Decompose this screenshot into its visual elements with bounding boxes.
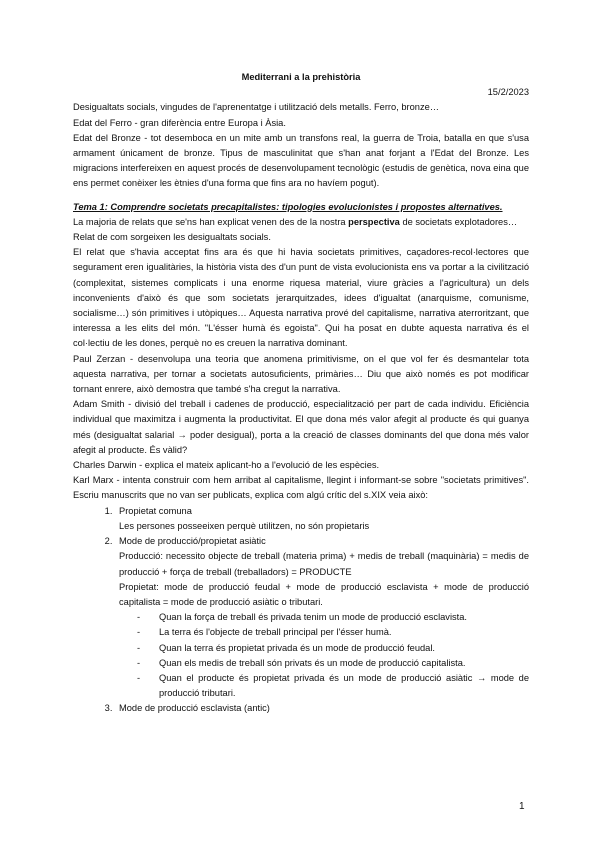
paragraph: Adam Smith - divisió del treball i cadenes de producció, especialització per part de cada individu. Eficiència individual que maximitza i augmenta la productivitat. El que dona més valor afegit al producte és qui guanya més (desigualtat salarial → poder desigual), porta a la creació de classes dominants del que dona més valor afegit al producte. És vàlid? bbox=[73, 399, 529, 455]
dash-item: - Quan la terra és propietat privada és un mode de producció feudal. bbox=[137, 641, 529, 656]
dash-list bbox=[119, 610, 529, 701]
paragraph: Relat de com sorgeixen les desigualtats socials. bbox=[73, 232, 271, 243]
numbered-list bbox=[73, 504, 529, 717]
list-item-text: Les persones posseeixen perquè utilitzen, no són propietaris bbox=[119, 520, 370, 531]
text-run: La majoria de relats que se'ns han explicat venen des de la nostra bbox=[73, 216, 349, 227]
document-date: 15/2/2023 bbox=[487, 87, 529, 98]
list-item bbox=[115, 534, 529, 701]
dash-item: - La terra és l'objecte de treball principal per l'ésser humà. bbox=[137, 625, 529, 640]
text-run: de societats explotadores… bbox=[399, 216, 518, 227]
page-content bbox=[73, 70, 529, 717]
paragraph: El relat que s'havia acceptat fins ara és que hi havia societats primitives, caçadores-recol·lectores que segurament eren igualitàries, la història vista des d'un punt de vista evolucionista ens va portar a la civilització (complexitat, sistemes complicats i una enorme riquesa material, viure gràcies a l'agricultura) un dels inconvenients d'això és que som societats jerarquitzades, idees d'igualtat (anarquisme, comunisme, socialisme…) són primitives i utòpiques… Aquesta narrativa prové del capitalisme, narrativa aterroritzant, que interessa a les elits del món. "L'ésser humà és egoista". Qui ha posat en dubte aquesta narrativa és el col·lectiu de les dones, perquè no es creuen la narrativa dominant. bbox=[73, 247, 529, 349]
page-number: 1 bbox=[519, 801, 525, 812]
list-item bbox=[115, 701, 529, 716]
bold-term: perspectiva bbox=[348, 216, 400, 227]
intro-paragraph: Edat del Ferro - gran diferència entre Europa i Àsia. bbox=[73, 117, 286, 128]
list-item bbox=[115, 504, 529, 534]
list-item-title: 2. Mode de producció/propietat asiàtic bbox=[119, 536, 266, 547]
document-title: Mediterrani a la prehistòria bbox=[241, 72, 361, 82]
paragraph: Charles Darwin - explica el mateix aplicant-ho a l'evolució de les espècies. bbox=[73, 460, 380, 471]
section-heading: Tema 1: Comprendre societats precapitalistes: tipologies evolucionistes i propostes alternatives. bbox=[73, 201, 503, 212]
list-item-title: 1. Propietat comuna bbox=[119, 505, 192, 516]
intro-paragraph: Desigualtats socials, vingudes de l'aprenentatge i utilització dels metalls. Ferro, bronze… bbox=[73, 102, 440, 113]
paragraph: Karl Marx - intenta construir com hem arribat al capitalisme, llegint i informant-se sobre "societats primitives". Escriu manuscrits que no van ser publicats, explica com algú crític del s.XIX veia això: bbox=[73, 475, 529, 501]
dash-item: - Quan el producte és propietat privada és un mode de producció asiàtic → mode de producció tributari. bbox=[137, 671, 529, 701]
list-item-text: Producció: necessito objecte de treball (materia prima) + medis de treball (maquinària) = medis de producció + força de treball (treballadors) = PRODUCTE bbox=[119, 551, 529, 577]
intro-paragraph: Edat del Bronze - tot desemboca en un mite amb un transfons real, la guerra de Troia, batalla en que s'usa armament únicament de bronze. Tipus de masculinitat que s'han anat forjant a l'Edat del Bronze. Les migracions interfereixen en aquest procés de desenvolupament tecnològic (estudis de genètica, nova eina que ens permet conèixer les ètnies d'una forma que fins ara no havíem pogut). bbox=[73, 132, 529, 189]
paragraph: Paul Zerzan - desenvolupa una teoria que anomena primitivisme, on el que vol fer és desmantelar tota aquesta narrativa, per tornar a societats autosuficients, primàries… Diu que això només es pot modificar tornant enrere, això demostra que també s'ha cregut la narrativa. bbox=[73, 353, 529, 395]
paragraph bbox=[73, 215, 529, 230]
list-item-text: Propietat: mode de producció feudal + mode de producció esclavista + mode de producció capitalista = mode de producció asiàtic o tributari. bbox=[119, 581, 529, 607]
dash-item: - Quan la força de treball és privada tenim un mode de producció esclavista. bbox=[137, 610, 529, 625]
dash-item: - Quan els medis de treball són privats és un mode de producció capitalista. bbox=[137, 656, 529, 671]
list-item-title: 3. Mode de producció esclavista (antic) bbox=[119, 703, 270, 714]
